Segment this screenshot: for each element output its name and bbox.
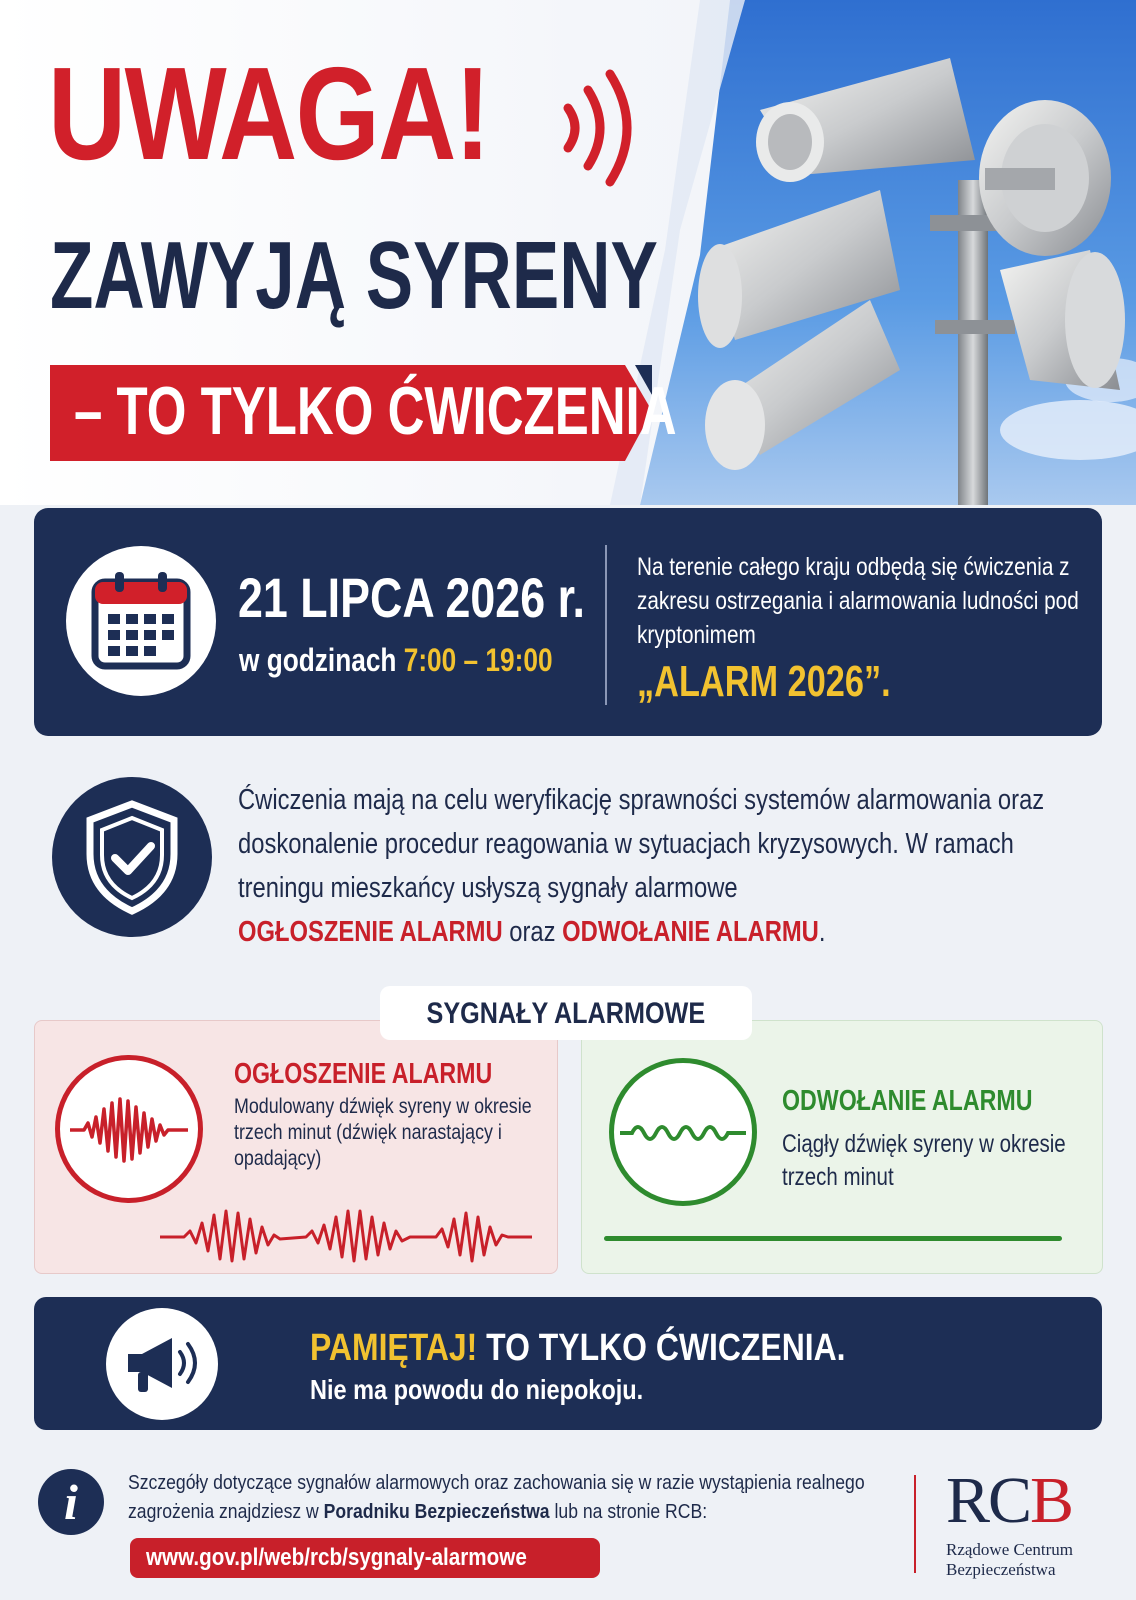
goal-conjunction: oraz [509, 916, 556, 948]
signals-label [380, 999, 752, 1029]
signals-label-text: SYGNAŁY ALARMOWE [426, 997, 706, 1030]
rcb-name: Rządowe Centrum Bezpieczeństwa [946, 1540, 1073, 1579]
rcb-logo-rc: RC [946, 1464, 1031, 1537]
reminder-headline [310, 1329, 846, 1367]
sound-waves-icon [560, 68, 650, 188]
shield-check-icon [82, 800, 182, 915]
exercise-codename: „ALARM 2026”. [637, 657, 891, 706]
goal-signal-cancel: ODWOŁANIE ALARMU [562, 916, 819, 948]
exercise-date: 21 LIPCA 2026 r. [238, 566, 585, 629]
megaphone-icon [122, 1330, 208, 1400]
exercise-banner-text: – TO TYLKO ĆWICZENIA [74, 373, 677, 449]
alarm-signal-title: OGŁOSZENIE ALARMU [234, 1058, 493, 1090]
steady-wave-icon [620, 1118, 746, 1148]
footer-url-link[interactable]: www.gov.pl/web/rcb/sygnaly-alarmowe [146, 1544, 527, 1571]
footer-note [128, 1469, 920, 1527]
rcb-logo [946, 1464, 1073, 1537]
exercise-info: Na terenie całego kraju odbędą się ćwiczenia z zakresu ostrzegania i alarmowania ludności pod kryptonimem [637, 553, 1079, 649]
alarm-signal-description: Modulowany dźwięk syreny w okresie trzech minut (dźwięk narastający i opadający) [234, 1095, 532, 1170]
goal-signal-alarm: OGŁOSZENIE ALARMU [238, 916, 503, 948]
hero-section [0, 0, 1136, 505]
reminder-text: TO TYLKO ĆWICZENIA. [486, 1327, 846, 1369]
panel-divider [605, 545, 607, 705]
page-subtitle: ZAWYJĄ SYRENY [50, 222, 658, 329]
modulated-wave-icon [70, 1095, 188, 1165]
footer-divider [914, 1475, 916, 1573]
cancel-waveform [604, 1236, 1062, 1241]
cancel-signal-title: ODWOŁANIE ALARMU [782, 1085, 1033, 1117]
exercise-goal [238, 778, 1058, 954]
info-icon: i [38, 1469, 104, 1535]
exercise-hours [239, 644, 553, 676]
cancel-signal-description: Ciągły dźwięk syreny w okresie trzech minut [782, 1130, 1066, 1191]
calendar-icon [91, 568, 191, 670]
page-title: UWAGA! [48, 40, 490, 187]
footer-text-after: lub na stronie RCB: [554, 1501, 708, 1523]
hours-prefix: w godzinach [239, 642, 397, 678]
goal-end: . [818, 916, 826, 948]
footer-guide-name: Poradniku Bezpieczeństwa [323, 1501, 550, 1523]
rcb-logo-b: B [1030, 1464, 1073, 1537]
goal-body: Ćwiczenia mają na celu weryfikację sprawności systemów alarmowania oraz doskonalenie procedur reagowania w sytuacjach kryzysowych. W ramach treningu mieszkańcy usłyszą sygnały alarmowe [238, 784, 1045, 904]
reminder-prefix: PAMIĘTAJ! [310, 1327, 478, 1369]
footer-text-before: Szczegóły dotyczące sygnałów alarmowych oraz zachowania się w razie wystąpienia realnego zagrożenia znajdziesz w [128, 1472, 865, 1523]
reminder-subtext: Nie ma powodu do niepokoju. [310, 1374, 644, 1405]
hours-range: 7:00 – 19:00 [403, 642, 553, 678]
alarm-waveform [160, 1205, 532, 1265]
